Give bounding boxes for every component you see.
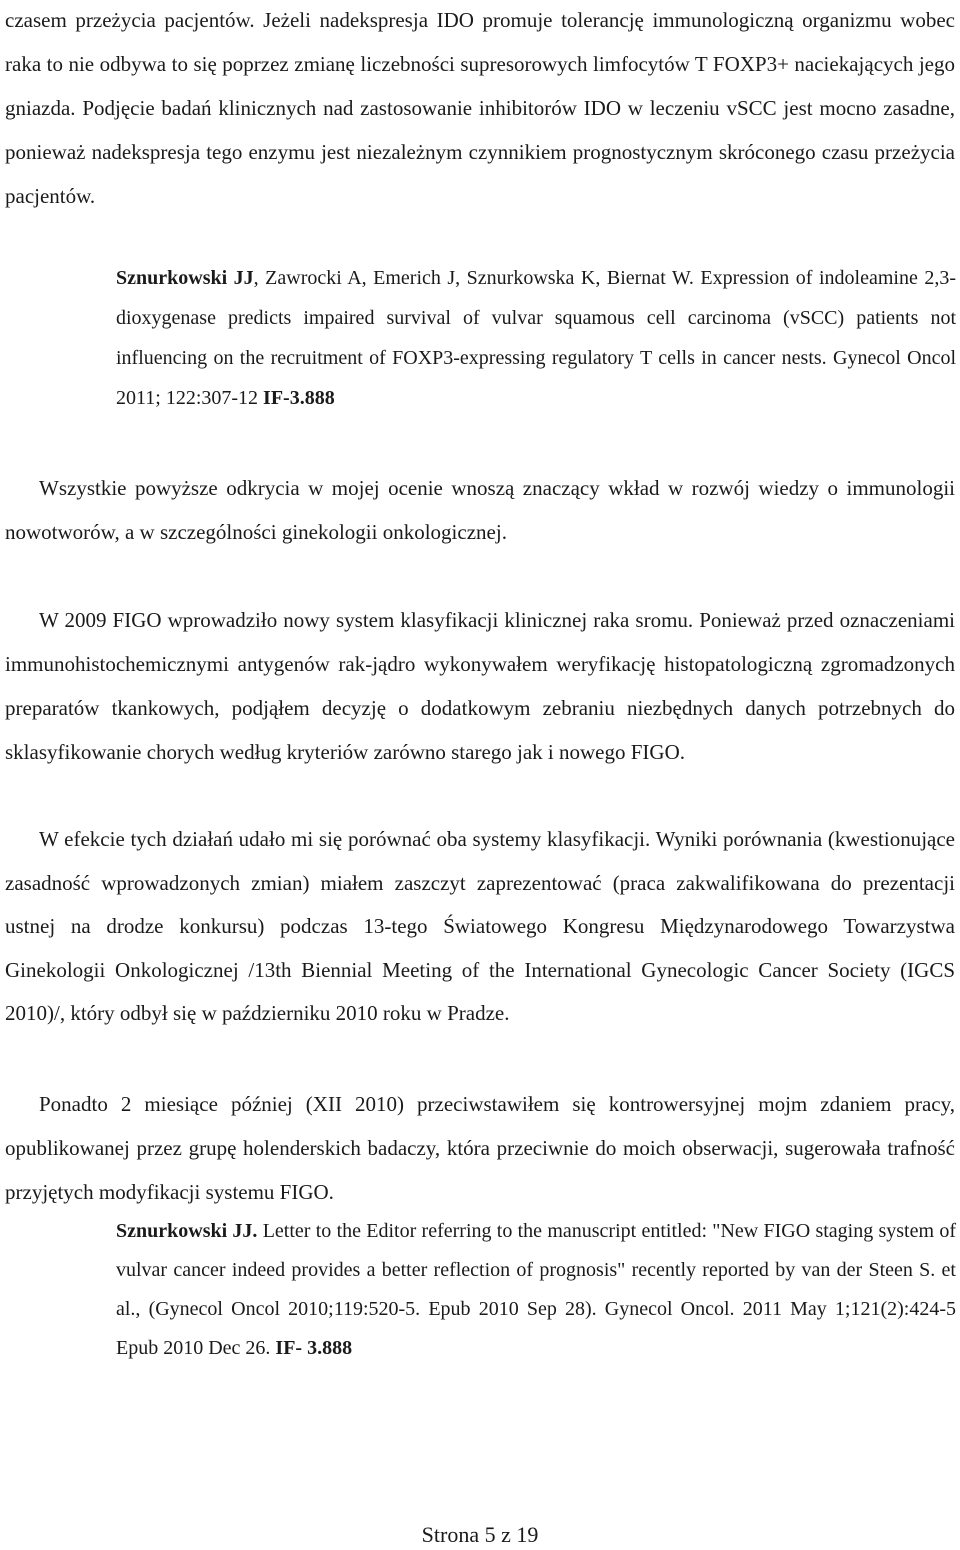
page-number: Strona 5 z 19: [421, 1522, 539, 1547]
paragraph-summary: Wszystkie powyższe odkrycia w mojej ocenie wnoszą znaczący wkład w rozwój wiedzy o immunologii nowotworów, a w szczególności ginekologii onkologicznej.: [5, 476, 955, 544]
reference-author: Sznurkowski JJ.: [116, 1220, 258, 1242]
reference-ido-vscc: [116, 258, 956, 418]
reference-text: , Zawrocki A, Emerich J, Sznurkowska K, Biernat W. Expression of indoleamine 2,3-dioxygenase predicts impaired survival of vulvar squamous cell carcinoma (vSCC) patients not influencing on the recruitment of FOXP3-expressing regulatory T cells in cancer nests. Gynecol Oncol 2011; 122:307-12: [116, 267, 956, 409]
paragraph-figo-2009: W 2009 FIGO wprowadziło nowy system klasyfikacji klinicznej raka sromu. Ponieważ przed oznaczeniami immunohistochemicznymi antygenów rak-jądro wykonywałem weryfikację histopatologiczną zgromadzonych preparatów tkankowych, podjąłem decyzję o dodatkowym zebraniu niezbędnych danych potrzebnych do sklasyfikowanie chorych według kryteriów zarówno starego jak i nowego FIGO.: [5, 608, 955, 764]
paragraph-letter-editor: Ponadto 2 miesiące później (XII 2010) przeciwstawiłem się kontrowersyjnej mojm zdaniem pracy, opublikowanej przez grupę holenderskich badaczy, która przeciwnie do moich obserwacji, sugerowała trafność przyjętych modyfikacji systemu FIGO.: [5, 1092, 955, 1204]
reference-author: Sznurkowski JJ: [116, 267, 254, 289]
paragraph-ido-survival: czasem przeżycia pacjentów. Jeżeli nadekspresja IDO promuje tolerancję immunologiczną organizmu wobec raka to nie odbywa to się poprzez zmianę liczebności supresorowych limfocytów T FOXP3+ naciekających jego gniazda. Podjęcie badań klinicznych nad zastosowanie inhibitorów IDO w leczeniu vSCC jest mocno zasadne, ponieważ nadekspresja tego enzymu jest niezależnym czynnikiem prognostycznym skróconego czasu przeżycia pacjentów.: [5, 8, 955, 208]
impact-factor: IF-3.888: [263, 387, 335, 409]
reference-text: Letter to the Editor referring to the manuscript entitled: "New FIGO staging system of vulvar cancer indeed provides a better reflection of prognosis" recently reported by van der Steen S. et al., (Gynecol Oncol 2010;119:520-5. Epub 2010 Sep 28). Gynecol Oncol. 2011 May 1;121(2):424-5 Epub 2010 Dec 26.: [116, 1220, 956, 1359]
paragraph-igcs-2010: W efekcie tych działań udało mi się porównać oba systemy klasyfikacji. Wyniki porównania (kwestionujące zasadność wprowadzonych zmian) miałem zaszczyt zaprezentować (praca zakwalifikowana do prezentacji ustnej na drodze konkursu) podczas 13-tego Światowego Kongresu Międzynarodowego Towarzystwa Ginekologii Onkologicznej /13th Biennial Meeting of the International Gynecologic Cancer Society (IGCS 2010)/, który odbył się w październiku 2010 roku w Pradze.: [5, 827, 955, 1025]
impact-factor: IF- 3.888: [275, 1337, 353, 1359]
reference-letter-editor: [116, 1212, 956, 1368]
